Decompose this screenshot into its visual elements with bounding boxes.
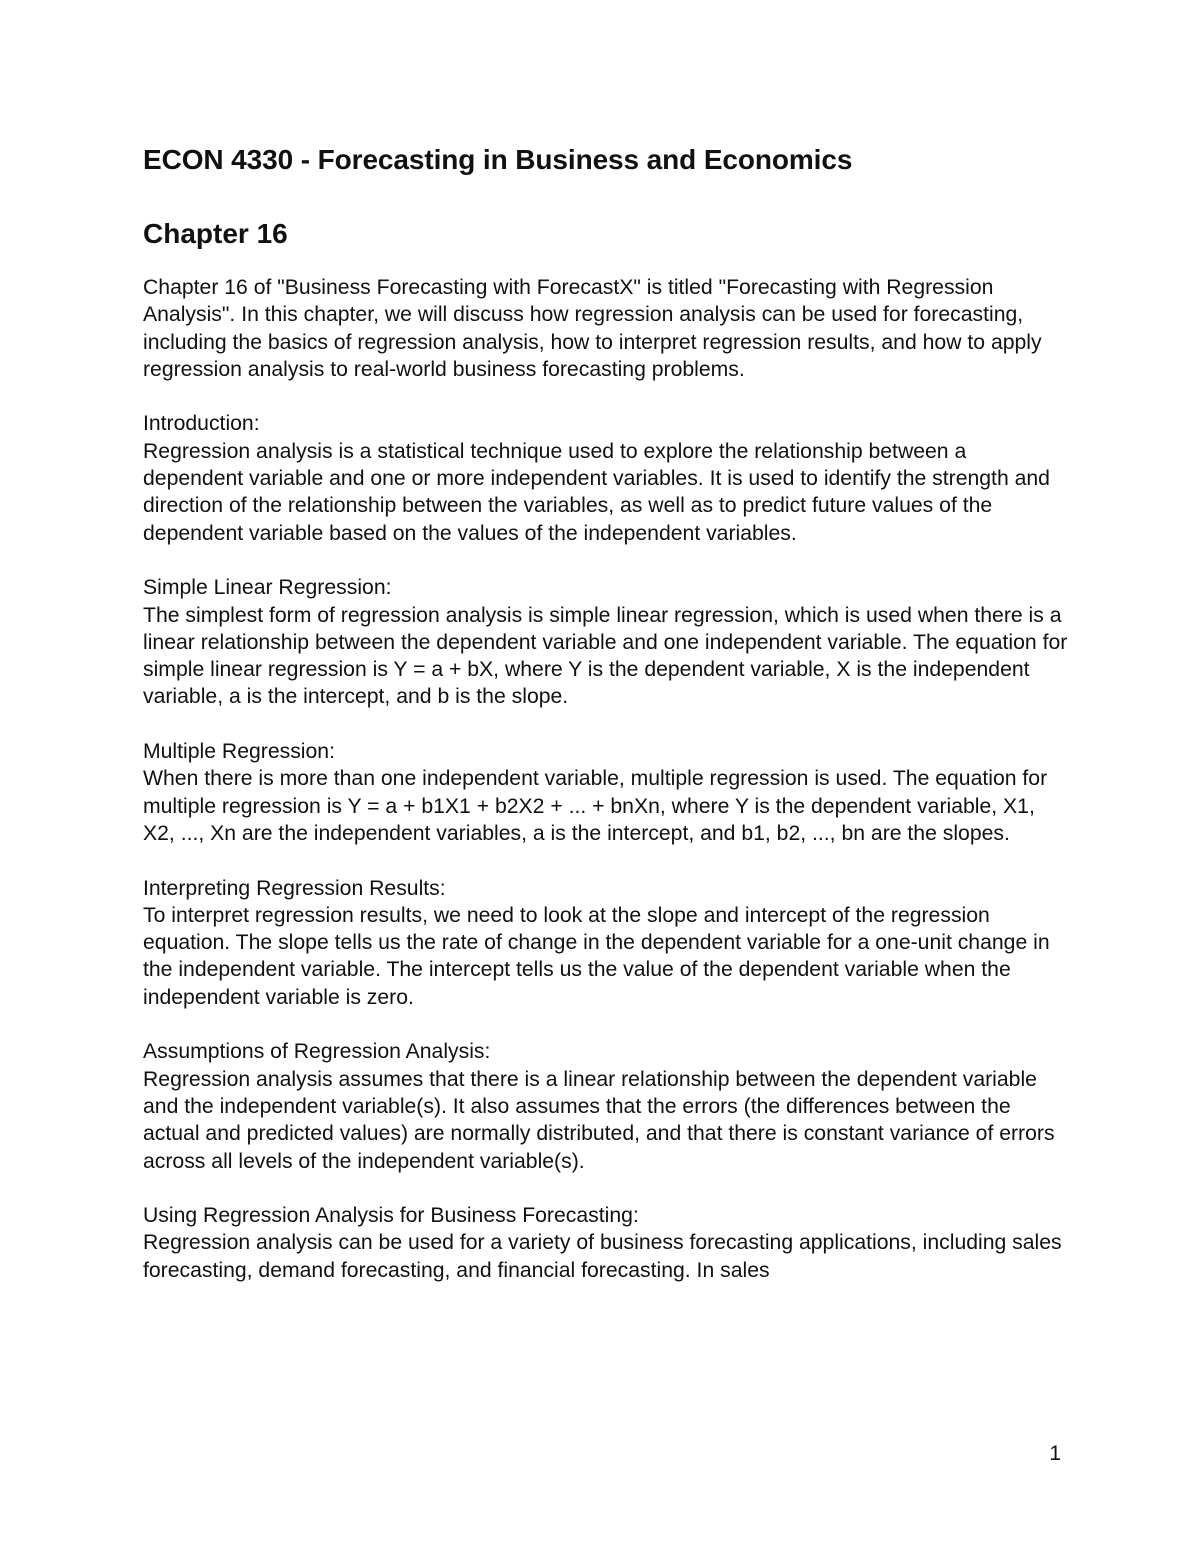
section-body: Regression analysis is a statistical technique used to explore the relationship between a dependent variable and one or more independent variables. It is used to identify the strength and direction of the relationship between the variables, as well as to predict future values of the dependent variable based on the values of the independent variables. [143,439,1050,545]
section-body: Regression analysis can be used for a variety of business forecasting applications, including sales forecasting, demand forecasting, and financial forecasting. In sales [143,1231,1062,1282]
page-content [143,140,1068,1311]
section-body: Regression analysis assumes that there is a linear relationship between the dependent variable and the independent variable(s). It also assumes that the errors (the differences between the actual and predicted values) are normally distributed, and that there is constant variance of errors across all levels of the independent variable(s). [143,1067,1055,1173]
section-business-forecasting [143,1202,1068,1284]
page-number: 1 [1049,1442,1061,1465]
section-heading: Introduction: [143,412,260,436]
section-introduction [143,410,1068,546]
section-simple-linear-regression [143,574,1068,710]
section-heading: Interpreting Regression Results: [143,876,446,900]
section-interpreting-results [143,875,1068,1011]
section-heading: Multiple Regression: [143,740,335,764]
section-body: The simplest form of regression analysis is simple linear regression, which is used when there is a linear relationship between the dependent variable and one independent variable. The equation for simple linear regression is Y = a + bX, where Y is the dependent variable, X is the independent variable, a is the intercept, and b is the slope. [143,603,1068,709]
section-heading: Assumptions of Regression Analysis: [143,1040,491,1064]
document-title: ECON 4330 - Forecasting in Business and Economics [143,144,853,175]
section-heading: Using Regression Analysis for Business Forecasting: [143,1204,639,1228]
section-multiple-regression [143,738,1068,847]
intro-paragraph: Chapter 16 of "Business Forecasting with ForecastX" is titled "Forecasting with Regression Analysis". In this chapter, we will discuss how regression analysis can be used for forecasting, including the basics of regression analysis, how to interpret regression results, and how to apply regression analysis to real-world business forecasting problems. [143,276,1042,381]
section-assumptions [143,1038,1068,1174]
section-body: To interpret regression results, we need to look at the slope and intercept of the regression equation. The slope tells us the rate of change in the dependent variable for a one-unit change in the independent variable. The intercept tells us the value of the dependent variable when the independent variable is zero. [143,903,1050,1009]
section-body: When there is more than one independent variable, multiple regression is used. The equation for multiple regression is Y = a + b1X1 + b2X2 + ... + bnXn, where Y is the dependent variable, X1, X2, ..., Xn are the independent variables, a is the intercept, and b1, b2, ..., bn are the slopes. [143,767,1048,845]
section-heading: Simple Linear Regression: [143,576,392,600]
chapter-heading: Chapter 16 [143,218,288,249]
